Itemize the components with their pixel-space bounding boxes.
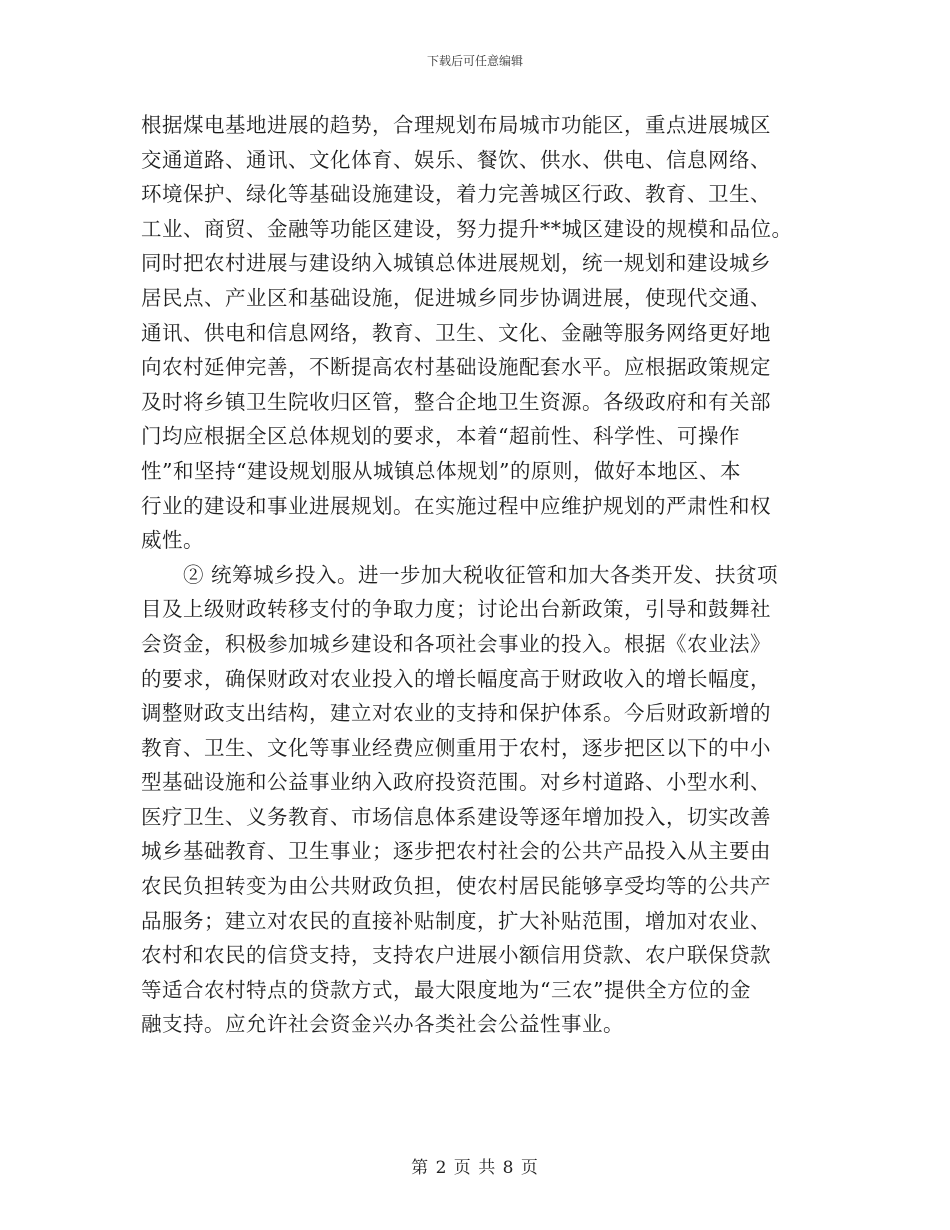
text-line: 威性。 <box>141 528 204 553</box>
text-line: 门均应根据全区总体规划的要求，本着“超前性、科学性、可操作 <box>141 424 740 449</box>
page-header: 下载后可任意编辑 <box>426 54 523 68</box>
text-line: 工业、商贸、金融等功能区建设，努力提升**城区建设的规模和品位。 <box>141 216 793 241</box>
text-line: 调整财政支出结构，建立对农业的支持和保护体系。今后财政新增的 <box>141 701 771 726</box>
paragraph-start-line: ② 统筹城乡投入。进一步加大税收征管和加大各类开发、扶贫项 <box>183 562 779 587</box>
text-line: 农村和农民的信贷支持，支持农户进展小额信用贷款、农户联保贷款 <box>141 943 771 968</box>
text-line: 交通道路、通讯、文化体育、娱乐、餐饮、供水、供电、信息网络、 <box>141 147 771 172</box>
text-line: 根据煤电基地进展的趋势，合理规划布局城市功能区，重点进展城区 <box>141 113 771 137</box>
text-line: 通讯、供电和信息网络，教育、卫生、文化、金融等服务网络更好地 <box>141 320 771 345</box>
text-line: 型基础设施和公益事业纳入政府投资范围。对乡村道路、小型水利、 <box>141 770 771 795</box>
text-line: 融支持。应允许社会资金兴办各类社会公益性事业。 <box>141 1012 624 1037</box>
page-number-footer: 第 2 页 共 8 页 <box>411 1158 539 1178</box>
text-line: 会资金，积极参加城乡建设和各项社会事业的投入。根据《农业法》 <box>141 631 771 656</box>
text-line: 城乡基础教育、卫生事业；逐步把农村社会的公共产品投入从主要由 <box>141 839 771 864</box>
text-line: 居民点、产业区和基础设施，促进城乡同步协调进展，使现代交通、 <box>141 285 771 310</box>
text-line: 医疗卫生、义务教育、市场信息体系建设等逐年增加投入，切实改善 <box>141 804 771 829</box>
text-line: 及时将乡镇卫生院收归区管，整合企地卫生资源。各级政府和有关部 <box>141 389 771 414</box>
text-line: 向农村延伸完善，不断提高农村基础设施配套水平。应根据政策规定 <box>141 355 771 380</box>
text-line: 农民负担转变为由公共财政负担，使农村居民能够享受均等的公共产 <box>141 874 771 899</box>
text-line: 性”和坚持“建设规划服从城镇总体规划”的原则，做好本地区、本 <box>141 458 741 483</box>
text-line: 的要求，确保财政对农业投入的增长幅度高于财政收入的增长幅度， <box>141 666 771 691</box>
text-line: 目及上级财政转移支付的争取力度；讨论出台新政策，引导和鼓舞社 <box>141 597 771 622</box>
text-line: 等适合农村特点的贷款方式，最大限度地为“三农”提供全方位的金 <box>141 977 751 1002</box>
text-line: 同时把农村进展与建设纳入城镇总体进展规划，统一规划和建设城乡 <box>141 251 771 276</box>
text-line: 行业的建设和事业进展规划。在实施过程中应维护规划的严肃性和权 <box>141 493 771 518</box>
text-line: 环境保护、绿化等基础设施建设，着力完善城区行政、教育、卫生、 <box>141 182 771 207</box>
document-body <box>141 108 821 1042</box>
text-line: 教育、卫生、文化等事业经费应侧重用于农村，逐步把区以下的中小 <box>141 735 771 760</box>
text-line: 品服务；建立对农民的直接补贴制度，扩大补贴范围，增加对农业、 <box>141 908 771 933</box>
